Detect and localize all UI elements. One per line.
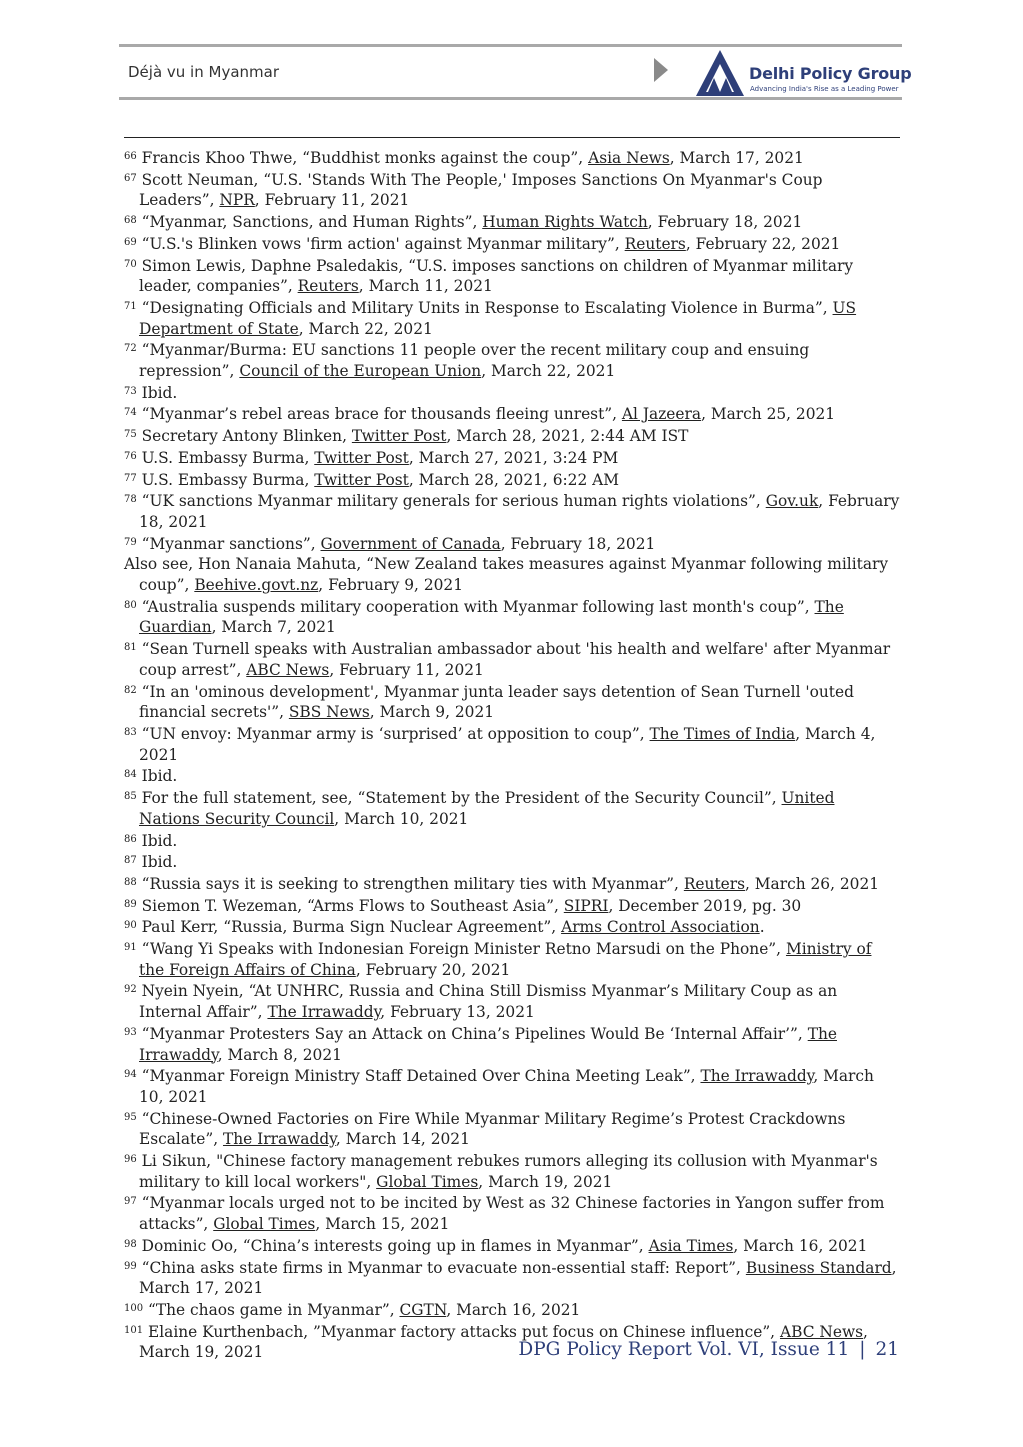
footnote-text: “Wang Yi Speaks with Indonesian Foreign Minister Retno Marsudi on the Phone”, [141,940,786,959]
source-link[interactable]: Gov.uk [765,492,819,511]
footnote-number: 85 [124,791,137,803]
footnote-date: , March 27, 2021, 3:24 PM [408,448,619,467]
source-link[interactable]: Human Rights Watch [482,213,648,232]
footnote-date: , March 7, 2021 [211,618,336,637]
footnote-item [124,403,900,425]
footnote-date: , March 11, 2021 [358,277,493,296]
footnote-number: 90 [124,920,137,932]
footnote-item [124,297,900,339]
footnote-item [124,916,900,938]
footnote-text: “Russia says it is seeking to strengthen military ties with Myanmar”, [141,874,684,893]
footnote-date: , February 9, 2021 [318,576,463,595]
footnote-number: 97 [124,1196,137,1208]
footnote-text: Ibid. [141,767,178,786]
footnote-date: . [759,918,765,937]
footnote-number: 80 [124,599,137,611]
footnote-number: 81 [124,642,137,654]
footnote-text: Nyein Nyein, “At UNHRC, Russia and China Still Dismiss Myanmar’s Military Coup as an Internal Affair”, [139,982,838,1022]
footnote-text: Li Sikun, "Chinese factory management rebukes rumors alleging its collusion with Myanmar's military to kill local workers", [139,1152,878,1191]
footnote-date: , March 14, 2021 [335,1130,470,1149]
footnote-item [124,1299,900,1321]
footnote-date: , March 16, 2021 [446,1300,581,1319]
footnote-text: “Myanmar sanctions”, [141,534,321,553]
footnote-item [124,787,900,829]
footnote-item [124,938,900,980]
footnote-item [124,233,900,255]
footnote-number: 83 [124,726,137,738]
footnote-item [124,382,900,404]
footnote-text: Scott Neuman, “U.S. 'Stands With The People,' Imposes Sanctions On Myanmar's Coup Leaders”, [139,170,823,210]
header-top-rule [119,44,902,47]
footnote-date: , March 28, 2021, 2:44 AM IST [446,427,689,446]
footnote-date: , February 13, 2021 [380,1003,535,1022]
footnote-number: 73 [124,385,137,397]
footnote-number: 91 [124,942,137,954]
footnote-text: “UN envoy: Myanmar army is ‘surprised’ at opposition to coup”, [141,724,650,743]
footnote-text: “Sean Turnell speaks with Australian ambassador about 'his health and welfare' after Myanmar coup arrest”, [139,640,891,679]
footnote-list [124,147,900,1363]
footnote-item [124,1235,900,1257]
footnote-text: U.S. Embassy Burma, [141,448,315,467]
footnote-text: “Myanmar Foreign Ministry Staff Detained Over China Meeting Leak”, [141,1067,701,1086]
footnote-text: U.S. Embassy Burma, [141,470,315,489]
footnote-date: , March 8, 2021 [217,1045,342,1064]
footnote-item [124,1108,900,1150]
source-link[interactable]: SIPRI [563,896,609,915]
source-link[interactable]: Business Standard [745,1258,892,1277]
footnote-date: , March 10, 2021 [334,809,469,828]
footnote-number: 87 [124,855,137,867]
footnote-item [124,211,900,233]
footnote-date: , March 15, 2021 [315,1215,450,1234]
source-link[interactable]: United Nations Security Council [139,789,835,828]
footnote-date: , March 22, 2021 [481,362,616,381]
source-link[interactable]: Government of Canada [320,534,501,553]
footnote-item [124,1257,900,1299]
footnote-item [124,873,900,895]
footnote-item [124,681,900,723]
footnote-date: , February 11, 2021 [329,660,484,679]
source-link[interactable]: Reuters [683,874,746,893]
footnote-text: For the full statement, see, “Statement by the President of the Security Council”, [141,789,782,808]
footnote-date: , February 22, 2021 [685,234,841,253]
page-number: 21 [875,1339,899,1360]
footnote-number: 67 [124,172,137,184]
footnote-number: 100 [124,1302,144,1314]
source-link[interactable]: ABC News [246,660,330,679]
footnote-text: Ibid. [141,853,178,872]
source-link[interactable]: Reuters [297,277,359,296]
footnote-number: 88 [124,876,137,888]
source-link[interactable]: Twitter Post [314,470,409,489]
footnote-number: 66 [124,151,137,162]
footnote-item [124,554,900,595]
footnote-item [124,723,900,765]
footnote-number: 77 [124,472,137,484]
source-link[interactable]: Reuters [624,234,686,253]
footnote-date: , March 22, 2021 [298,319,433,338]
footnote-number: 89 [124,898,137,910]
footnote-text: Francis Khoo Thwe, “Buddhist monks against the coup”, [141,149,589,167]
footnote-item [124,980,900,1022]
logo-name: Delhi Policy Group [749,64,912,83]
footnote-item [124,147,900,169]
footnote-item [124,638,900,680]
footnote-date: , March 25, 2021 [701,405,836,424]
footnote-text: “Chinese-Owned Factories on Fire While Myanmar Military Regime’s Protest Crackdowns Escalate”, [139,1109,846,1149]
footnote-number: 94 [124,1069,137,1081]
footnote-text: “Myanmar’s rebel areas brace for thousands fleeing unrest”, [141,405,622,424]
source-link[interactable]: NPR [219,191,255,210]
footnote-text: “U.S.'s Blinken vows 'firm action' against Myanmar military”, [141,234,625,253]
footnote-number: 93 [124,1026,137,1038]
footer-separator: | [859,1339,866,1360]
footnote-item [124,851,900,873]
footnote-number: 76 [124,450,137,462]
footnote-item [124,447,900,469]
footnote-number: 70 [124,258,137,270]
footnote-date: , March 9, 2021 [369,703,495,722]
footnote-number: 98 [124,1238,137,1250]
footnote-item [124,1065,900,1107]
footnote-text: “Myanmar/Burma: EU sanctions 11 people over the recent military coup and ensuing repression”, [139,341,810,381]
footnote-text: Siemon T. Wezeman, “Arms Flows to Southeast Asia”, [141,896,564,915]
footnote-item [124,830,900,852]
source-link[interactable]: The Irrawaddy [139,1024,837,1064]
source-link[interactable]: ABC News [779,1322,864,1341]
footnote-number: 84 [124,769,137,781]
logo-tagline: Advancing India's Rise as a Leading Power [750,85,899,93]
footnote-item [124,1150,900,1192]
source-link[interactable]: US Department of State [139,298,857,338]
source-link[interactable]: The Irrawaddy [222,1130,336,1149]
footnote-item [124,1192,900,1234]
footnote-item [124,596,900,638]
footnote-text: Also see, Hon Nanaia Mahuta, “New Zealand takes measures against Myanmar following military coup”, [124,555,889,595]
source-link[interactable]: The Times of India [649,724,796,743]
source-link[interactable]: The Irrawaddy [700,1067,814,1086]
footnote-item [124,895,900,917]
footnote-date: , March 17, 2021 [139,1258,897,1298]
header-bottom-rule [119,97,902,100]
footnote-date: , February 18, 2021 [500,534,656,553]
footnote-text: “The chaos game in Myanmar”, [148,1300,400,1319]
footnote-date: , March 19, 2021 [139,1322,868,1362]
footnote-date: , March 4, 2021 [139,724,876,764]
footnote-item [124,533,900,555]
footnote-separator [124,137,900,138]
footnote-date: , March 26, 2021 [745,874,880,893]
footnote-text: “China asks state firms in Myanmar to evacuate non-essential staff: Report”, [141,1258,746,1277]
footnote-text: “Designating Officials and Military Units in Response to Escalating Violence in Burma”, [141,298,833,317]
footnote-date: , March 19, 2021 [478,1172,613,1191]
footnote-text: “Myanmar, Sanctions, and Human Rights”, [141,213,483,232]
arrow-icon [654,58,668,82]
footnote-item [124,1023,900,1065]
source-link[interactable]: Beehive.govt.nz [194,576,319,595]
footnote-date: , March 16, 2021 [733,1236,868,1255]
footnote-text: Ibid. [141,383,178,402]
footnote-number: 99 [124,1260,137,1272]
footnote-number: 69 [124,236,137,248]
source-link[interactable]: The Guardian [139,597,844,637]
footnote-number: 82 [124,684,137,696]
source-link[interactable]: CGTN [399,1300,447,1319]
page-footer [518,1339,899,1360]
source-link[interactable]: SBS News [288,703,370,722]
source-link[interactable]: Ministry of the Foreign Affairs of China [139,940,872,979]
footnote-text: “UK sanctions Myanmar military generals for serious human rights violations”, [141,492,766,511]
footnote-item [124,169,900,211]
footnote-item [124,255,900,297]
footnote-number: 74 [124,407,137,419]
source-link[interactable]: Global Times [213,1215,316,1234]
footnote-date: , February 18, 2021 [139,492,900,531]
footnote-item [124,339,900,381]
footnote-text: Ibid. [141,831,178,850]
footnote-date: , February 18, 2021 [647,213,803,232]
source-link[interactable]: The Irrawaddy [267,1003,381,1022]
footnote-date: , March 10, 2021 [139,1067,874,1106]
source-link[interactable]: Arms Control Association [561,918,760,937]
footnote-number: 68 [124,215,137,227]
running-header-title: Déjà vu in Myanmar [128,63,279,81]
footnote-text: “Myanmar locals urged not to be incited by West as 32 Chinese factories in Yangon suffer from attacks”, [139,1194,885,1234]
footnote-date: , March 17, 2021 [669,149,804,167]
source-link[interactable]: Asia Times [648,1236,734,1255]
source-link[interactable]: Twitter Post [351,427,447,446]
footer-report-title: DPG Policy Report Vol. VI, Issue 11 [518,1339,850,1360]
footnote-text: Dominic Oo, “China’s interests going up in flames in Myanmar”, [141,1236,649,1255]
footnote-number: 71 [124,300,137,312]
footnote-date: , February 20, 2021 [355,960,511,979]
source-link[interactable]: Asia News [588,149,670,167]
footnote-text: Elaine Kurthenbach, ”Myanmar factory attacks put focus on Chinese influence”, [148,1322,780,1341]
footnote-number: 92 [124,984,137,996]
footnote-number: 96 [124,1154,137,1166]
source-link[interactable]: Global Times [376,1172,479,1191]
footnote-number: 75 [124,429,137,441]
footnote-number: 86 [124,833,137,845]
footnote-text: “In an 'ominous development', Myanmar junta leader says detention of Sean Turnell 'outed financial secrets'”, [139,682,854,722]
footnote-number: 72 [124,343,137,355]
source-link[interactable]: Council of the European Union [239,362,482,381]
footnote-date: , March 28, 2021, 6:22 AM [408,470,620,489]
footnote-text: “Australia suspends military cooperation with Myanmar following last month's coup”, [141,597,815,616]
footnote-number: 78 [124,494,137,506]
footnote-item [124,425,900,447]
footnote-item [124,765,900,787]
footnote-number: 101 [124,1324,144,1336]
footnote-item [124,469,900,491]
footnote-date: , December 2019, pg. 30 [608,896,802,915]
footnote-number: 95 [124,1111,137,1123]
footnote-text: Secretary Antony Blinken, [141,427,352,446]
footnote-text: Paul Kerr, “Russia, Burma Sign Nuclear Agreement”, [141,918,562,937]
source-link[interactable]: Twitter Post [314,448,409,467]
source-link[interactable]: Al Jazeera [621,405,702,424]
footnote-text: Simon Lewis, Daphne Psaledakis, “U.S. imposes sanctions on children of Myanmar military leader, companies”, [139,256,854,296]
footnote-text: “Myanmar Protesters Say an Attack on China’s Pipelines Would Be ‘Internal Affair’”, [141,1024,808,1043]
footnote-item [124,490,900,532]
footnote-date: , February 11, 2021 [254,191,410,210]
footnote-number: 79 [124,536,137,548]
